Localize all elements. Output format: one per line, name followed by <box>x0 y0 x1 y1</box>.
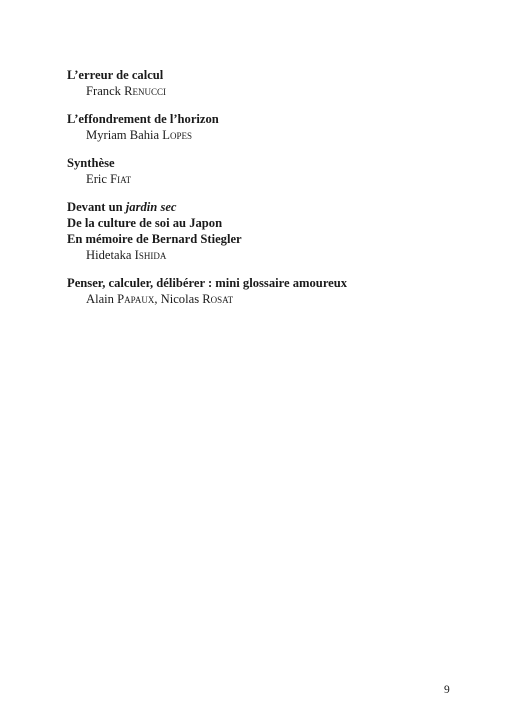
author-first-name: Alain <box>86 292 114 306</box>
author-first-name: Myriam Bahia <box>86 128 160 142</box>
author-first-name: Eric <box>86 172 107 186</box>
author-separator: , <box>154 292 161 306</box>
entry-subtitle: De la culture de soi au Japon <box>67 216 223 230</box>
author-last-name: Rosat <box>202 292 234 306</box>
author-first-name: Hidetaka <box>86 248 132 262</box>
author-last-name: Lopes <box>162 128 192 142</box>
entry-author <box>67 83 487 99</box>
author-last-name: Papaux <box>117 292 155 306</box>
toc-entry <box>67 199 487 263</box>
entry-author <box>67 127 487 143</box>
entry-title: L’effondrement de l’horizon <box>67 112 219 126</box>
author-first-name: Franck <box>86 84 121 98</box>
toc-entry <box>67 155 487 187</box>
author-first-name: Nicolas <box>160 292 200 306</box>
toc-entry <box>67 275 487 307</box>
toc-entry <box>67 67 487 99</box>
toc-entry <box>67 111 487 143</box>
entry-author <box>67 247 487 263</box>
entry-title-italic: jardin sec <box>125 200 177 214</box>
entry-authors <box>67 291 487 307</box>
entry-title: Penser, calculer, délibérer : mini glossaire amoureux <box>67 276 348 290</box>
entry-title <box>67 199 487 215</box>
page-number: 9 <box>444 684 450 696</box>
entry-title: L’erreur de calcul <box>67 68 164 82</box>
entry-title: Synthèse <box>67 156 115 170</box>
entry-title-text: Devant un <box>67 200 123 214</box>
author-last-name: Fiat <box>110 172 132 186</box>
entry-dedication: En mémoire de Bernard Stiegler <box>67 232 242 246</box>
entry-author <box>67 171 487 187</box>
author-last-name: Ishida <box>134 248 167 262</box>
author-last-name: Renucci <box>124 84 167 98</box>
table-of-contents <box>67 67 487 319</box>
